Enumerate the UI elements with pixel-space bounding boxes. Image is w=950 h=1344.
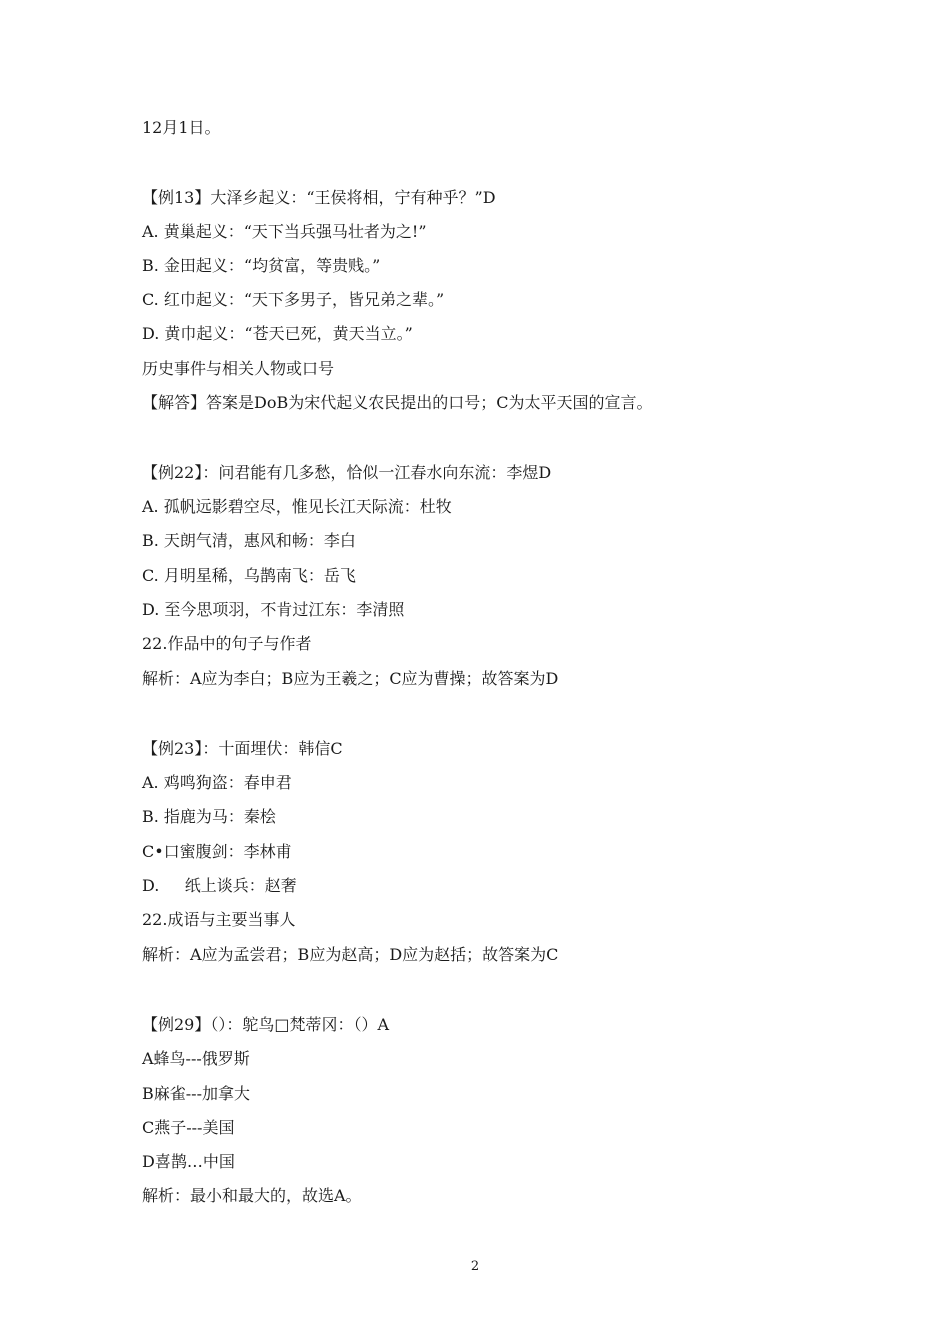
ex13-option-c: C. 红巾起义：“天下多男子，皆兄弟之辈。” — [142, 290, 445, 309]
intro-line: 12月1日。 — [142, 118, 221, 137]
ex13-answer: 【解答】答案是DoB为宋代起义农民提出的口号；C为太平天国的宣言。 — [142, 393, 653, 412]
ex23-topic: 22.成语与主要当事人 — [142, 910, 296, 929]
page-number: 2 — [470, 1259, 480, 1274]
ex29-option-d: D喜鹊…中国 — [142, 1152, 235, 1171]
ex23-option-a: A. 鸡鸣狗盗：春申君 — [142, 773, 292, 792]
ex23-answer: 解析：A应为孟尝君；B应为赵高；D应为赵括；故答案为C — [142, 945, 559, 964]
ex22-option-c: C. 月明星稀，乌鹊南飞：岳飞 — [142, 566, 356, 585]
ex23-option-d: D. 纸上谈兵：赵奢 — [142, 876, 297, 895]
ex29-option-b: B麻雀---加拿大 — [142, 1084, 250, 1103]
ex29-option-a: A蜂鸟---俄罗斯 — [142, 1049, 250, 1068]
ex23-question: 【例23】：十面埋伏：韩信C — [142, 739, 343, 758]
ex23-option-b: B. 指鹿为马：秦桧 — [142, 807, 276, 826]
ex13-option-d: D. 黄巾起义：“苍天已死，黄天当立。” — [142, 324, 413, 343]
ex22-option-d: D. 至今思项羽，不肯过江东：李清照 — [142, 600, 405, 619]
ex13-topic: 历史事件与相关人物或口号 — [142, 359, 335, 378]
ex29-question: 【例29】（）：鸵鸟□梵蒂冈：（）A — [142, 1015, 390, 1034]
ex13-option-b: B. 金田起义：“均贫富，等贵贱。” — [142, 256, 381, 275]
ex13-option-a: A. 黄巢起义：“天下当兵强马壮者为之!” — [142, 222, 427, 241]
ex29-option-c: C燕子---美国 — [142, 1118, 235, 1137]
ex22-option-b: B. 天朗气清，惠风和畅：李白 — [142, 531, 356, 550]
ex29-answer: 解析：最小和最大的，故选A。 — [142, 1186, 362, 1205]
ex22-question: 【例22】：问君能有几多愁，恰似一江春水向东流：李煜D — [142, 463, 552, 482]
ex22-topic: 22.作品中的句子与作者 — [142, 634, 312, 653]
ex22-answer: 解析：A应为李白；B应为王羲之；C应为曹操；故答案为D — [142, 669, 559, 688]
ex23-option-c: C•口蜜腹剑：李林甫 — [142, 842, 292, 861]
ex13-question: 【例13】大泽乡起义：“王侯将相，宁有种乎？”D — [142, 188, 496, 207]
ex22-option-a: A. 孤帆远影碧空尽，惟见长江天际流：杜牧 — [142, 497, 452, 516]
